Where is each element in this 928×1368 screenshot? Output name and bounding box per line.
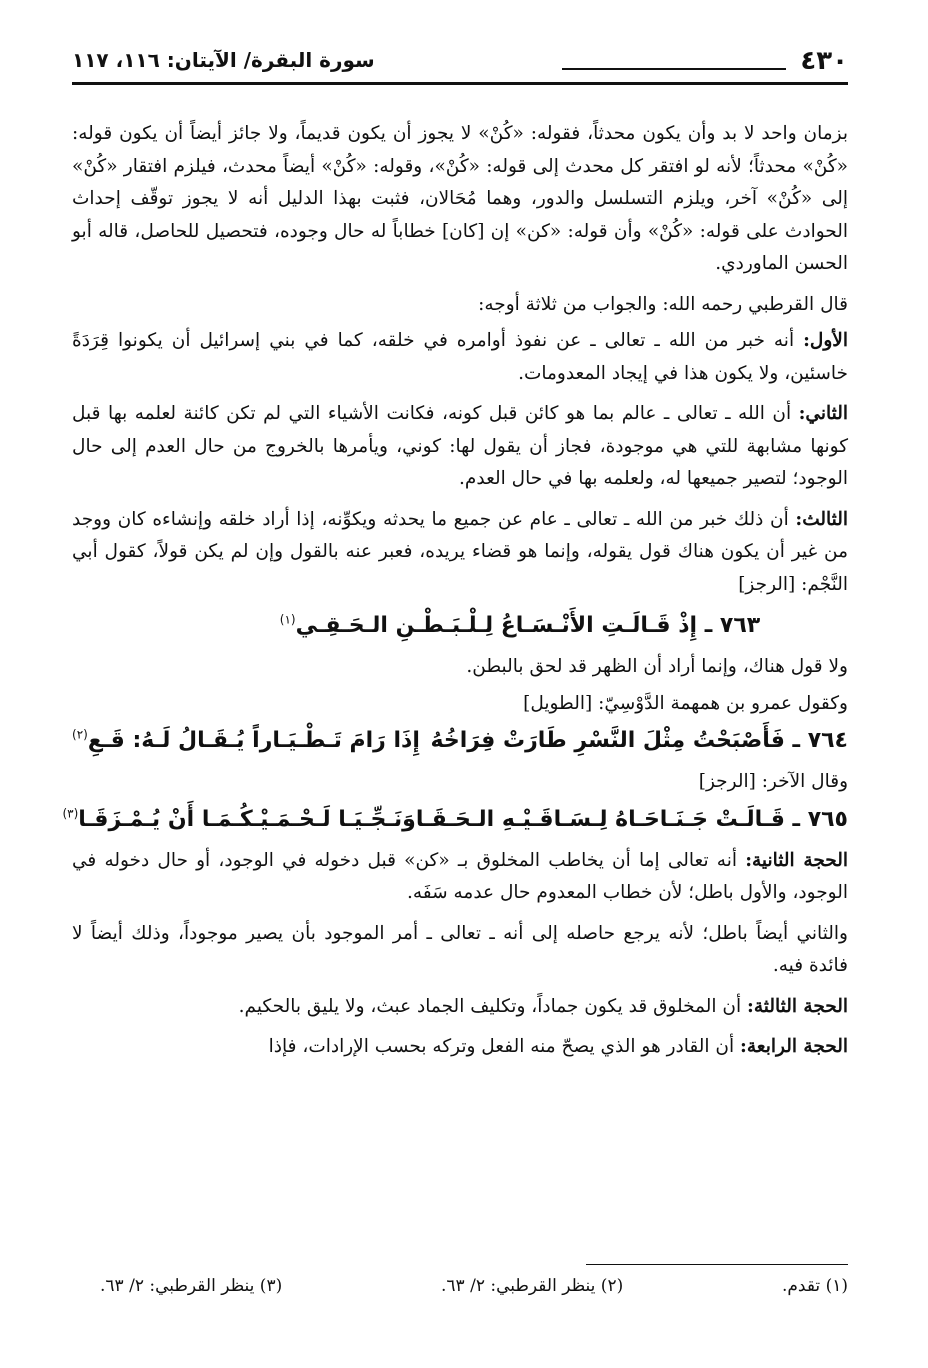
verse-text: ٧٦٣ ـ إِذْ قَـالَـتِ الأَنْـسَـاعُ لِـلْـبَـطْـنِ الـحَـقِـي — [295, 613, 761, 638]
page-number: ٤٣٠ — [800, 46, 848, 76]
verse-763 — [72, 609, 848, 643]
paragraph — [72, 325, 848, 390]
paragraph-text: قال القرطبي رحمه الله: والجواب من ثلاثة أوجه: — [478, 293, 848, 315]
paragraph-text: أنه تعالى إما أن يخاطب المخلوق بـ «كن» قبل دخوله في الوجود، أو حال دخوله في الوجود، والأول باطل؛ لأن خطاب المعدوم حال عدمه سَفَه. — [72, 849, 848, 903]
footnotes — [100, 1276, 848, 1296]
footnote-ref: (٢) — [72, 727, 88, 742]
paragraph — [72, 991, 848, 1024]
paragraph-label: الثاني: — [798, 403, 848, 424]
paragraph — [72, 766, 848, 799]
footnote: (٢) ينظر القرطبي: ٢/ ٦٣. — [441, 1276, 624, 1296]
paragraph-text: ولا قول هناك، وإنما أراد أن الظهر قد لحق بالبطن. — [466, 656, 848, 677]
verse-764 — [72, 724, 848, 758]
paragraph-label: الثالث: — [795, 508, 848, 530]
paragraph — [72, 118, 848, 281]
paragraph — [72, 918, 848, 983]
paragraph-text: أن القادر هو الذي يصحّ منه الفعل وتركه بحسب الإرادات، فإذا — [268, 1036, 741, 1057]
paragraph-text: أن الله ـ تعالى ـ عالم بما هو كائن قبل كونه، فكانت الأشياء التي لم تكن كائنة لعلمه بها قبل كونها مشابهة للتي هي موجودة، فجاز أن يقول لها: كوني، ويأمرها بالخروج من حال العدم إلى حال الوجود؛ لتصير جميعها له، ولعلمه بها في حال العدم. — [72, 403, 848, 489]
header-rule — [72, 82, 848, 85]
paragraph-text: أنه خبر من الله ـ تعالى ـ عن نفوذ أوامره في خلقه، كما في بني إسرائيل أن يكونوا قِرَدَةً خاسئين، ولا يكون هذا في إيجاد المعدومات. — [72, 330, 848, 384]
paragraph — [72, 651, 848, 684]
paragraph — [72, 398, 848, 496]
footnote-separator — [586, 1264, 848, 1265]
verse-text: وَنَـجِّـيَـا لَـحْـمَـيْـكُـمَـا أَنْ يُـمْـزَقَـا — [78, 806, 416, 832]
paragraph-text: بزمان واحد لا بد وأن يكون محدثاً، فقوله: «كُنْ» لا يجوز أن يكون قديماً، ولا جائز أيضاً أن يكون قوله: «كُنْ» محدثاً؛ لأنه لو افتقر كل محدث إلى قوله: «كُنْ»، وقوله: «كُنْ» أيضاً محدث، فيلزم افتقار «كُنْ» إلى «كُنْ» آخر، ويلزم التسلسل والدور، وهما مُحَالان، فثبت بهذا الدليل أنه لا يجوز توقّف إحداث الحوادث على قوله: «كُنْ» وأن قوله: «كن» إن [كان] خطاباً له حال وجوده، فتحصيل للحاصل، قاله أبو الحسن الماوردي. — [72, 123, 848, 274]
verse-hemistich-first: ٧٦٥ ـ قَـالَـتْ جَـنَـاحَـاهُ لِـسَـاقَـيْـهِ الـحَـقَـا — [415, 806, 848, 832]
paragraph-label: الحجة الثانية: — [745, 849, 848, 871]
header-short-rule — [562, 68, 786, 70]
page-body — [62, 118, 848, 1072]
paragraph-text: والثاني أيضاً باطل؛ لأنه يرجع حاصله إلى أنه ـ تعالى ـ أمر الموجود بأن يصير موجوداً، وذلك أيضاً لا فائدة فيه. — [72, 922, 848, 976]
footnote-ref: (٣) — [62, 806, 79, 821]
paragraph-text: أن ذلك خبر من الله ـ تعالى ـ عام عن جميع ما يحدثه ويكوِّنه، إذا أراد خلقه وإنشاءه كان ووجد من غير أن يكون هناك قول يقوله، وإنما هو قضاء يريده، فعبر عنه بالقول وإن لم يكن قولاً، كقول أبي النَّجْم: [الرجز] — [72, 508, 848, 595]
page-header — [72, 38, 848, 84]
paragraph — [72, 289, 848, 322]
paragraph — [72, 504, 848, 602]
paragraph-text: أن المخلوق قد يكون جماداً، وتكليف الجماد عبث، ولا يليق بالحكيم. — [238, 995, 748, 1017]
footnote: (٣) ينظر القرطبي: ٢/ ٦٣. — [100, 1276, 283, 1296]
verse-765 — [62, 803, 848, 837]
verse-hemistich-first: ٧٦٤ ـ فَأَصْبَحْتُ مِثْلَ النَّسْرِ طَارَتْ فِرَاخُهُ — [430, 728, 848, 753]
paragraph-label: الحجة الثالثة: — [747, 995, 848, 1017]
verse-text: إِذَا رَامَ تَـطْـيَـاراً يُـقَـالُ لَـهُ: قَـعِ — [87, 728, 420, 753]
paragraph-text: وقال الآخر: [الرجز] — [698, 771, 848, 792]
verse-hemistich-second — [72, 724, 420, 758]
verse-hemistich-second — [62, 803, 415, 837]
paragraph-label: الحجة الرابعة: — [740, 1036, 848, 1057]
running-title: سورة البقرة/ الآيتان: ١١٦، ١١٧ — [72, 48, 375, 72]
paragraph — [72, 1031, 848, 1064]
paragraph-text: وكقول عمرو بن همهمة الدَّوْسِيّ: [الطويل] — [523, 692, 848, 714]
footnote: (١) تقدم. — [781, 1276, 848, 1296]
paragraph-label: الأول: — [803, 330, 848, 351]
paragraph — [72, 688, 848, 721]
paragraph — [72, 845, 848, 910]
footnote-ref: (١) — [279, 612, 296, 627]
